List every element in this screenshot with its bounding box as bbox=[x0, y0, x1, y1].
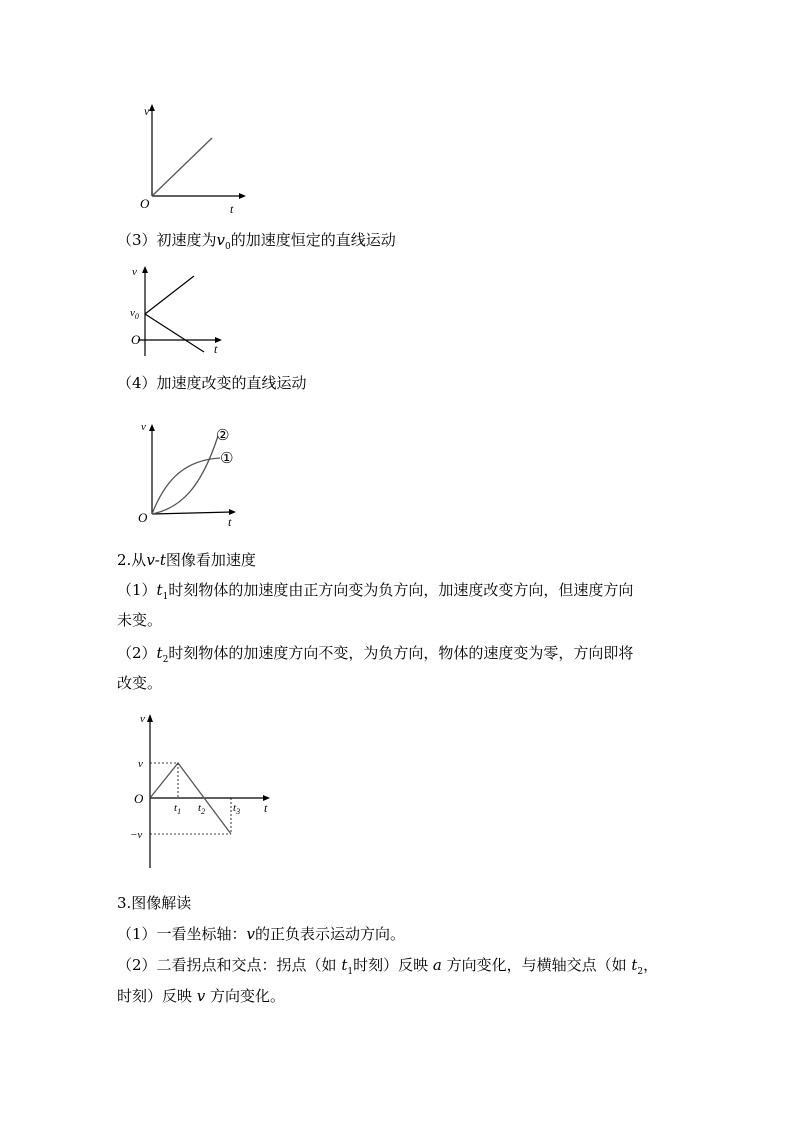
graph-svg-3 bbox=[136, 418, 246, 528]
v-axis-arrow bbox=[149, 104, 155, 111]
v0-label: $v_0$ bbox=[130, 307, 139, 321]
v-axis-arrow bbox=[149, 424, 155, 431]
curve-2-label: ② bbox=[216, 426, 230, 444]
figure-changing-acceleration bbox=[136, 418, 246, 528]
curve-1 bbox=[152, 458, 220, 514]
section-3-point-2: （2）二看拐点和交点：拐点（如 $t_1$时刻）反映 a 方向变化，与横轴交点（如 $t_2$， bbox=[117, 956, 659, 977]
velocity-line bbox=[152, 138, 212, 196]
section-3-title: 3.图像解读 bbox=[117, 894, 192, 912]
t1-label: $t_1$ bbox=[174, 802, 182, 816]
y-axis-label: v bbox=[141, 421, 146, 433]
section-2-point-2: $(2)t_2$时刻物体的加速度方向不变，为负方向，物体的速度变为零，方向即将 bbox=[117, 644, 634, 665]
accelerating-line bbox=[145, 276, 194, 314]
t-axis bbox=[152, 512, 232, 514]
origin-label: O bbox=[134, 791, 144, 806]
origin-label: O bbox=[140, 196, 150, 211]
decelerating-line bbox=[145, 314, 204, 352]
t2-label: $t_2$ bbox=[198, 802, 206, 816]
t-axis-arrow bbox=[239, 193, 246, 199]
y-axis-label: v bbox=[144, 104, 150, 118]
t3-label: $t_3$ bbox=[233, 802, 241, 816]
origin-label: O bbox=[138, 510, 148, 525]
y-axis-label: v bbox=[140, 713, 145, 725]
section-2-point-1: $(1)t_1$时刻物体的加速度由正方向变为负方向，加速度改变方向，但速度方向 bbox=[117, 581, 634, 602]
x-axis-label: t bbox=[264, 801, 268, 815]
v-positive-label: v bbox=[138, 758, 143, 770]
curve-2 bbox=[152, 436, 218, 514]
item-3-text: （3）初速度为$v_0$的加速度恒定的直线运动 bbox=[117, 231, 396, 252]
section-3-point-2-cont: 时刻）反映 v 方向变化。 bbox=[117, 987, 286, 1005]
y-axis-label: v bbox=[132, 266, 137, 278]
curve-1-label: ① bbox=[220, 449, 234, 467]
origin-label: O bbox=[131, 332, 141, 347]
x-axis-label: t bbox=[230, 202, 234, 216]
figure-initial-velocity bbox=[128, 260, 228, 360]
graph-svg-1 bbox=[130, 100, 250, 220]
graph-svg-2 bbox=[128, 260, 228, 360]
x-axis-label: t bbox=[214, 342, 218, 356]
x-axis-label: t bbox=[228, 515, 232, 529]
figure-vt-turning-point bbox=[118, 708, 288, 873]
v-axis-arrow bbox=[147, 714, 153, 722]
figure-uniform-acceleration bbox=[130, 100, 250, 220]
item-4-text: （4）加速度改变的直线运动 bbox=[117, 374, 307, 392]
section-2-point-1-cont: 未变。 bbox=[117, 611, 163, 629]
graph-svg-4 bbox=[118, 708, 288, 873]
section-3-point-1: （1）一看坐标轴：v的正负表示运动方向。 bbox=[117, 925, 406, 943]
v-axis-arrow bbox=[142, 266, 148, 273]
v-negative-label: −v bbox=[130, 829, 143, 841]
section-2-point-2-cont: 改变。 bbox=[117, 674, 163, 692]
section-2-title: 2.从v-t图像看加速度 bbox=[117, 551, 256, 569]
